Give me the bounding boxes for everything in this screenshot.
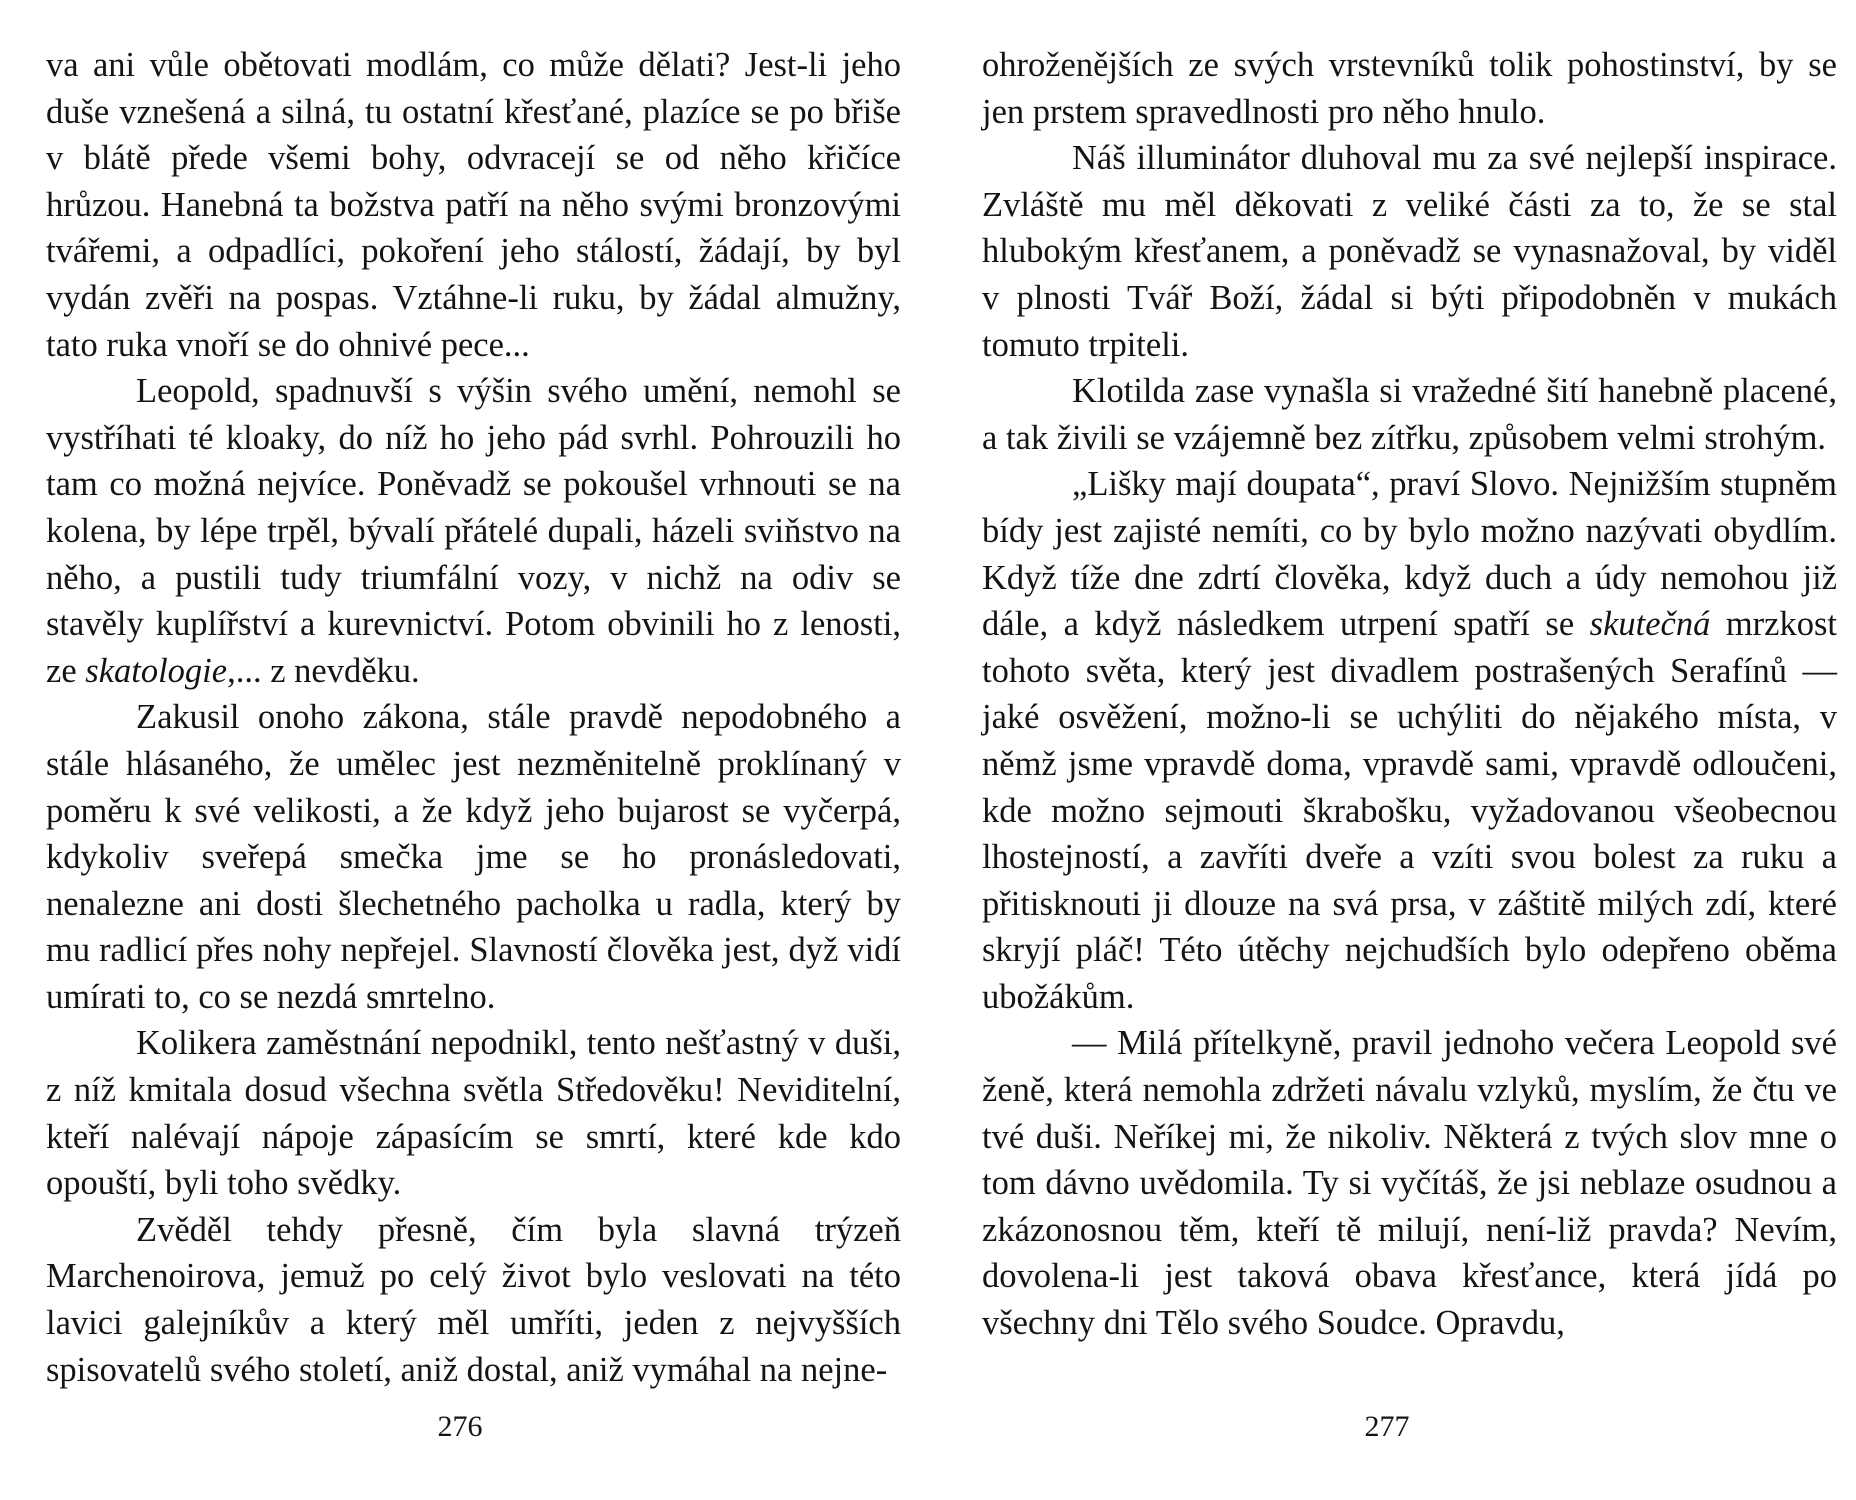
text-run: Kolikera zaměstnání nepodnikl, tento nešťastný v duši, z níž kmitala dosud všechna světla Středověku! Neviditelní, kteří nalévají nápoje zápasícím se smrtí, které kde kdo opouští, byli toho svědky.: [46, 1024, 901, 1203]
text-run: mrzkost tohoto světa, který jest divadlem postrašených Serafínů — jaké osvěžení, možno-li se uchýliti do nějakého místa, v němž jsme vpravdě doma, vpravdě sami, vpravdě odloučeni, kde možno sejmouti škrabošku, vyžadovanou všeobecnou lhostejností, a zavříti dveře a vzíti svou bolest za ruku a přitisknouti ji dlouze na svá prsa, v záštitě milých zdí, které skryjí pláč! Této útěchy nejchudších bylo odepřeno oběma ubožákům.: [982, 605, 1837, 1016]
paragraph: [46, 42, 901, 368]
italic-text-run: skutečná: [1589, 605, 1711, 644]
italic-text-run: skatologie: [85, 651, 228, 690]
paragraph: [982, 42, 1837, 135]
page-number-left: 276: [437, 1410, 483, 1443]
text-run: Náš illuminátor dluhoval mu za své nejlepší inspirace. Zvláště mu měl děkovati z veliké části za to, že se stal hlubokým křesťanem, a poněvadž se vynasnažoval, by viděl v plnosti Tvář Boží, žádal si býti připodobněn v mukách tomuto trpiteli.: [982, 139, 1837, 364]
paragraph: [982, 135, 1837, 368]
text-run: „Lišky mají doupata“, praví Slovo. Nejnižším stupněm bídy jest zajisté nemíti, co by bylo možno nazývati obydlím. Když tíže dne zdrtí člověka, když duch a údy nemohou již dále, a když následkem utrpení spatří se: [982, 465, 1837, 644]
right-page-text: [982, 42, 1837, 1347]
text-run: Zakusil onoho zákona, stále pravdě nepodobného a stále hlásaného, že umělec jest nezměnitelně proklínaný v poměru k své velikosti, a že když jeho bujarost se vyčerpá, kdykoliv sveřepá smečka jme se ho pronásledovati, nenalezne ani dosti šlechetného pacholka u radla, který by mu radlicí přes nohy nepřejel. Slavností člověka jest, dyž vidí umírati to, co se nezdá smrtelno.: [46, 698, 901, 1016]
text-run: ,... z nevděku.: [227, 651, 420, 690]
paragraph: [982, 368, 1837, 461]
paragraph: [46, 1207, 901, 1393]
paragraph: [46, 368, 901, 694]
text-run: — Milá přítelkyně, pravil jednoho večera Leopold své ženě, která nemohla zdržeti návalu vzlyků, myslím, že čtu ve tvé duši. Neříkej mi, že nikoliv. Některá z tvých slov mne o tom dávno uvědomila. Ty si vyčítáš, že jsi neblaze osudnou a zkázonosnou těm, kteří tě milují, není-liž pravda? Nevím, dovolena-li jest taková obava křesťance, která jídá po všechny dni Tělo svého Soudce. Opravdu,: [982, 1024, 1837, 1343]
paragraph: [982, 461, 1837, 1020]
text-run: Zvěděl tehdy přesně, čím byla slavná trýzeň Marchenoirova, jemuž po celý život bylo veslovati na této lavici galejníkův a který měl umříti, jeden z nejvyšších spisovatelů svého století, aniž dostal, aniž vymáhal na nejne-: [46, 1210, 901, 1389]
paragraph: [46, 1020, 901, 1206]
text-run: va ani vůle obětovati modlám, co může dělati? Jest-li jeho duše vznešená a silná, tu ostatní křesťané, plazíce se po břiše v blátě přede všemi bohy, odvracejí se od něho křičíce hrůzou. Hanebná ta božstva patří na něho svými bronzovými tvářemi, a odpadlíci, pokoření jeho stálostí, žádají, by byl vydán zvěři na pospas. Vztáhne-li ruku, by žádal almužny, tato ruka vnoří se do ohnivé pece...: [46, 46, 901, 364]
page-number-right: 277: [1364, 1410, 1410, 1443]
left-page-text: [46, 42, 901, 1393]
text-run: Klotilda zase vynašla si vražedné šití hanebně placené, a tak živili se vzájemně bez zítřku, způsobem velmi strohým.: [982, 372, 1837, 457]
paragraph: [982, 1020, 1837, 1346]
paragraph: [46, 694, 901, 1020]
text-run: ohroženějších ze svých vrstevníků tolik pohostinství, by se jen prstem spravedlnosti pro něho hnulo.: [982, 46, 1837, 131]
text-run: Leopold, spadnuvší s výšin svého umění, nemohl se vystříhati té kloaky, do níž ho jeho pád svrhl. Pohrouzili ho tam co možná nejvíce. Poněvadž se pokoušel vrhnouti se na kolena, by lépe trpěl, bývalí přátelé dupali, házeli sviňstvo na něho, a pustili tudy triumfální vozy, v nichž na odiv se stavěly kuplířství a kurevnictví. Potom obvinili ho z lenosti, ze: [46, 372, 901, 690]
